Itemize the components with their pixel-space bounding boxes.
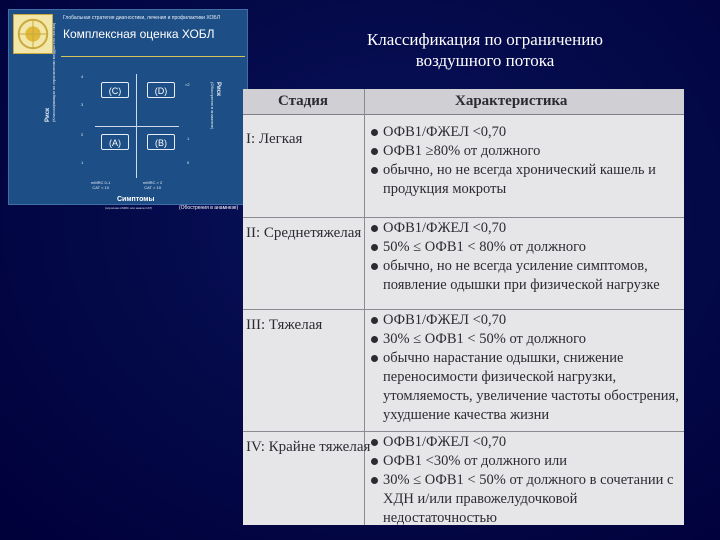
symptoms-high-note: mMRC > 2 CAT > 10: [143, 180, 163, 190]
thumbnail-title: Комплексная оценка ХОБЛ: [63, 27, 215, 41]
list-item: ОФВ1/ФЖЕЛ <0,70: [370, 311, 682, 330]
right-scale-tick: >2: [185, 82, 190, 87]
list-item: ОФВ1/ФЖЕЛ <0,70: [370, 123, 682, 142]
left-scale-tick: 4: [81, 74, 84, 79]
copd-assessment-thumbnail: [8, 9, 248, 211]
quadrant-d: (D): [147, 82, 175, 98]
list-item: 50% ≤ ОФВ1 < 80% от должного: [370, 238, 682, 257]
header-stage: Стадия: [278, 93, 329, 109]
slide-title-line: Классификация по ограничению: [366, 30, 604, 49]
row-separator: [243, 217, 684, 218]
stage-label: II: Среднетяжелая: [246, 225, 362, 241]
symptoms-low-note: mMRC 0-1 CAT < 10: [91, 180, 111, 190]
header-characteristic: Характеристика: [455, 93, 568, 109]
slide-title: [262, 29, 708, 71]
quadrant-b: (B): [147, 134, 175, 150]
risk-right-axis-label: Риск (Обострения в анамнезе): [210, 82, 221, 130]
list-item: 30% ≤ ОФВ1 < 50% от должного в сочетании с ХДН и/или правожелудочковой недостаточностью: [370, 471, 682, 528]
list-item: ОФВ1/ФЖЕЛ <0,70: [370, 219, 682, 238]
exacerbations-label: (Обострения в анамнезе): [179, 205, 239, 211]
column-separator: [364, 89, 365, 525]
list-item: обычно нарастание одышки, снижение переносимости физической нагрузки, утомляемость, увеличение частоты обострения, ухудшение качества жизни: [370, 349, 682, 425]
symptoms-axis-label: Симптомы: [117, 196, 155, 203]
stage-label: I: Легкая: [246, 131, 303, 147]
risk-left-axis-label: Риск (Классификация по ограничению воздушного потока): [45, 22, 56, 122]
grid-horizontal-line: [95, 126, 179, 127]
list-item: ОФВ1 ≥80% от должного: [370, 142, 682, 161]
slide-title-line: воздушного потока: [415, 51, 555, 70]
list-item: обычно, но не всегда хронический кашель и продукция мокроты: [370, 161, 682, 199]
right-scale-tick: 0: [187, 160, 190, 165]
right-scale-tick: 1: [187, 136, 190, 141]
table-row: [370, 123, 682, 199]
risk-symptom-grid: [95, 74, 179, 178]
table-row: [370, 433, 682, 528]
quadrant-a: (A): [101, 134, 129, 150]
table-row: [370, 311, 682, 425]
quadrant-c: (C): [101, 82, 129, 98]
left-scale-tick: 2: [81, 132, 84, 137]
table-header-row: [243, 89, 684, 115]
strategy-line: Глобальная стратегия диагностики, лечения и профилактики ХОБЛ: [63, 15, 220, 21]
classification-table: [243, 89, 684, 525]
list-item: ОФВ1 <30% от должного или: [370, 452, 682, 471]
left-scale-tick: 3: [81, 102, 84, 107]
list-item: 30% ≤ ОФВ1 < 50% от должного: [370, 330, 682, 349]
left-scale-tick: 1: [81, 160, 84, 165]
row-separator: [243, 309, 684, 310]
list-item: обычно, но не всегда усиление симптомов, появление одышки при физической нагрузке: [370, 257, 682, 295]
stage-label: IV: Крайне тяжелая: [246, 439, 371, 455]
divider: [61, 56, 245, 57]
row-separator: [243, 431, 684, 432]
list-item: ОФВ1/ФЖЕЛ <0,70: [370, 433, 682, 452]
table-row: [370, 219, 682, 295]
symptoms-caption: (опросник mMRC или шкала CAT): [105, 206, 153, 210]
stage-label: III: Тяжелая: [246, 317, 323, 333]
